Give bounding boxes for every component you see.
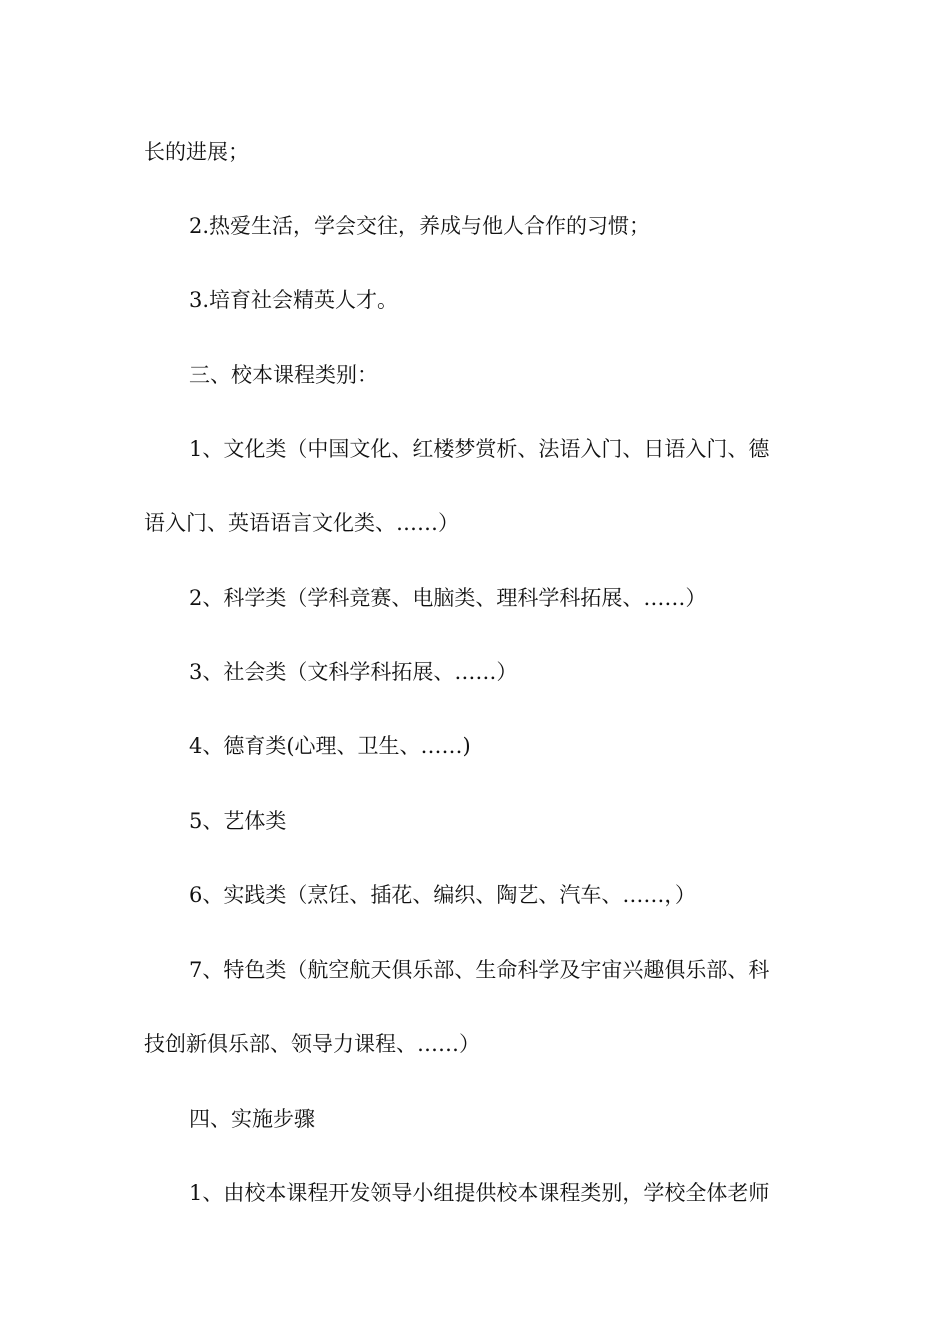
- implementation-step-1: 1、由校本课程开发领导小组提供校本课程类别，学校全体老师: [189, 1181, 770, 1205]
- category-practice: 6、实践类（烹饪、插花、编织、陶艺、汽车、……，）: [189, 883, 696, 907]
- category-culture-continued: 语入门、英语语言文化类、……）: [144, 511, 459, 535]
- category-moral: 4、德育类(心理、卫生、……): [189, 734, 471, 758]
- category-science: 2、科学类（学科竞赛、电脑类、理科学科拓展、……）: [189, 586, 707, 610]
- section-heading-course-categories: 三、校本课程类别：: [189, 363, 378, 387]
- text-line-continuation: 长的进展；: [144, 140, 249, 164]
- category-culture: 1、文化类（中国文化、红楼梦赏析、法语入门、日语入门、德: [189, 437, 770, 461]
- category-special: 7、特色类（航空航天俱乐部、生命科学及宇宙兴趣俱乐部、科: [189, 958, 770, 982]
- category-social: 3、社会类（文科学科拓展、……）: [189, 660, 518, 684]
- goal-item-3: 3.培育社会精英人才。: [189, 288, 399, 312]
- category-special-continued: 技创新俱乐部、领导力课程、……）: [144, 1032, 480, 1056]
- section-heading-implementation: 四、实施步骤: [189, 1107, 315, 1131]
- category-arts-sports: 5、艺体类: [189, 809, 287, 833]
- goal-item-2: 2.热爱生活，学会交往，养成与他人合作的习惯；: [189, 214, 651, 238]
